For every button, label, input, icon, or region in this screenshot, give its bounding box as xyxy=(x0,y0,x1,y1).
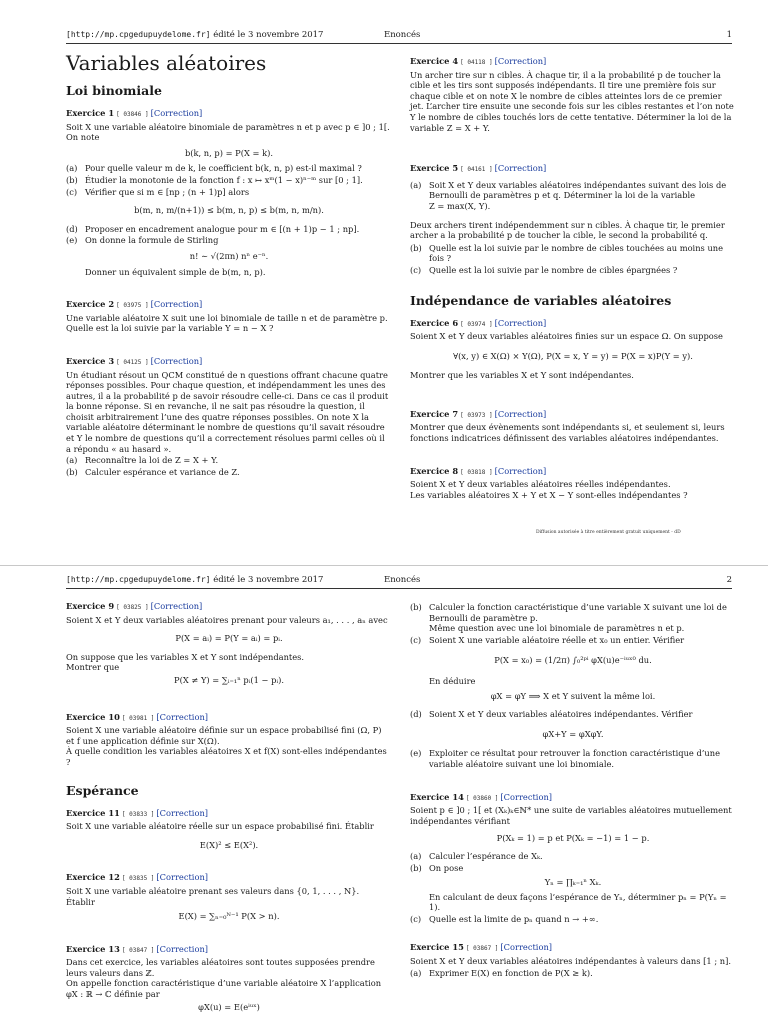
list-item: (b) Calculer la fonction caractéristique d’une variable X suivant une loi de Bernoulli de paramètre p. Même question avec une loi binomiale de paramètres n et p. xyxy=(410,602,727,634)
item-list xyxy=(410,709,736,720)
right-column xyxy=(410,56,736,522)
exercise-1 xyxy=(66,108,392,277)
exercise-13-continued xyxy=(410,602,736,770)
formula: φX = φY ⟹ X et Y suivent la même loi. xyxy=(490,690,656,701)
exercise-text: Soient X et Y deux variables aléatoires réelles indépendantes. xyxy=(410,479,671,490)
correction-link[interactable]: [Correction] xyxy=(500,942,553,953)
formula: P(X = x₀) = (1/2π) ∫₀²ᵖⁱ φX(u)e⁻ⁱᵘˣ⁰ du. xyxy=(494,655,652,666)
header-url[interactable]: [http://mp.cpgedupuydelome.fr] xyxy=(66,575,211,584)
correction-link[interactable]: [Correction] xyxy=(156,807,209,818)
list-item: (b) On pose xyxy=(410,862,464,873)
header-date: édité le 3 novembre 2017 xyxy=(213,575,324,585)
header-rule xyxy=(66,588,732,589)
item-list xyxy=(410,180,736,212)
exercise-4: Exercice 4 [ 04118 ] [Correction] Un archer tire sur n cibles. À chaque tir, il a la probabilité p de toucher la cible et les tirs sont supposés indépendants. Il tire une première fois sur chaque cible et on note X le nombre de cibles atteintes lors de ce premier jet. L’archer tire ensuite une seconde fois sur les cibles restantes et l’on note Y le nombre de cibles touchés lors de cette tentative. Déterminer la loi de la variable Z = X + Y. xyxy=(410,56,736,133)
page-footer: Diffusion autorisée à titre entièrement gratuit uniquement - dD xyxy=(536,530,681,535)
exercise-text: Soient X et Y deux variables aléatoires indépendantes à valeurs dans [1 ; n]. xyxy=(410,956,731,967)
exercise-text: Soit X une variable aléatoire réelle sur un espace probabilisé fini. Établir xyxy=(66,821,374,832)
correction-link[interactable]: [Correction] xyxy=(150,108,203,118)
correction-link[interactable]: [Correction] xyxy=(150,355,203,366)
list-item: (b) Quelle est la loi suivie par le nombre de cibles touchées au moins une fois ? xyxy=(410,242,724,264)
formula: P(Xₖ = 1) = p et P(Xₖ = −1) = 1 − p. xyxy=(496,833,650,844)
exercise-title: Exercice 1 xyxy=(66,108,115,118)
list-item: (c) Soient X une variable aléatoire réelle et x₀ un entier. Vérifier xyxy=(410,634,685,645)
page-title: Variables aléatoires xyxy=(66,51,267,75)
exercise-9: Exercice 9 [ 03825 ] [Correction] Soient X et Y deux variables aléatoires prenant pour valeurs a₁, . . . , aₙ avec P(X = aᵢ) = P(Y = aᵢ) = pᵢ. On suppose que les variables X et Y sont indépendantes. Montrer que P(X ≠ Y) = ∑ᵢ₌₁ⁿ pᵢ(1 − pᵢ). xyxy=(66,601,392,686)
exercise-14: Exercice 14 [ 03860 ] [Correction] Soient p ∈ ]0 ; 1[ et (Xₖ)ₖ∈ℕ* une suite de variables aléatoires mutuellement indépendantes vérifiant P(Xₖ = 1) = p et P(Xₖ = −1) = 1 − p. (a) Calculer l’espérance de Xₖ. (b) On pose Yₙ = ∏ₖ₌₁ⁿ Xₖ. En calculant de deux façons l’espérance de Yₙ, déterminer pₙ = P(Yₙ = 1). (c) Quelle est la limite de pₙ quand n → +∞. xyxy=(410,792,736,925)
formula: b(k, n, p) = P(X = k). xyxy=(184,147,274,158)
exercise-text: Soient X et Y deux variables aléatoires finies sur un espace Ω. On suppose xyxy=(410,331,723,342)
exercise-text: Un archer tire sur n cibles. À chaque tir, il a la probabilité p de toucher la cible et les tirs sont supposés indépendants. Il tire une première fois sur chaque cible et on note X le nombre de cibles atteintes lors de ce premier jet. L’archer tire ensuite une seconde fois sur les cibles restantes et l’on note Y le nombre de cibles touchés lors de cette tentative. Déterminer la loi de la variable Z = X + Y. xyxy=(410,69,734,133)
left-column xyxy=(66,52,392,499)
list-item: (c) Quelle est la loi suivie par le nombre de cibles épargnées ? xyxy=(410,264,678,275)
formula: φX+Y = φXφY. xyxy=(542,728,604,739)
list-item: (b) Calculer espérance et variance de Z. xyxy=(66,466,240,477)
exercise-text: Un étudiant résout un QCM constitué de n questions offrant chacune quatre réponses possibles. Pour chaque question, et indépendamment les unes des autres, il a la probabilité p de savoir résoudre celle-ci. Dans ce cas il produit la bonne réponse. Si en revanche, il ne sait pas résoudre la question, il choisit arbitrairement l’une des quatre réponses possibles. On note X la variable aléatoire déterminant le nombre de questions qu’il savait résoudre et Y le nombre de questions qu’il a correctement résolues parmi celles où il a répondu « au hasard ». xyxy=(66,369,389,454)
exercise-text: Les variables aléatoires X + Y et X − Y sont-elles indépendantes ? xyxy=(410,489,688,500)
formula: E(X) = ∑ₙ₌₀ᴺ⁻¹ P(X > n). xyxy=(178,911,280,922)
exercise-text: Soient p ∈ ]0 ; 1[ et (Xₖ)ₖ∈ℕ* une suite de variables aléatoires mutuellement indépendantes vérifiant xyxy=(410,805,732,826)
item-list xyxy=(410,968,736,979)
exercise-ref: [ 03846 ] xyxy=(116,111,149,118)
page-number: 1 xyxy=(726,30,732,40)
exercise-text: Soit X une variable aléatoire binomiale de paramètres n et p avec p ∈ ]0 ; 1[. On note xyxy=(66,121,390,143)
exercise-text: On suppose que les variables X et Y sont indépendantes. xyxy=(66,651,305,662)
section-loi-binomiale: Loi binomiale xyxy=(66,83,162,98)
item-list xyxy=(410,748,736,769)
list-item: (a) Pour quelle valeur m de k, le coefficient b(k, n, p) est-il maximal ? xyxy=(66,163,362,174)
item-list xyxy=(410,602,736,645)
header-rule xyxy=(66,43,732,44)
exercise-text: À quelle condition les variables aléatoires X et f(X) sont-elles indépendantes ? xyxy=(66,746,387,767)
list-item: (d) Proposer en encadrement analogue pour m ∈ [(n + 1)p − 1 ; np]. xyxy=(66,223,360,234)
page-number: 2 xyxy=(726,575,732,585)
exercise-11: Exercice 11 [ 03833 ] [Correction] Soit X une variable aléatoire réelle sur un espace probabilisé fini. Établir E(X)² ≤ E(X²). xyxy=(66,808,392,851)
list-item: (a) Soit X et Y deux variables aléatoires indépendantes suivant des lois de Bernoulli de paramètres p et q. Déterminer la loi de la variable Z = max(X, Y). xyxy=(410,179,727,211)
exercise-text: Soient X et Y deux variables aléatoires prenant pour valeurs a₁, . . . , aₙ avec xyxy=(66,614,388,625)
list-item: (b) Étudier la monotonie de la fonction f : x ↦ xᵐ(1 − x)ⁿ⁻ᵐ sur [0 ; 1]. xyxy=(66,174,363,185)
item-list xyxy=(66,163,392,197)
correction-link[interactable]: [Correction] xyxy=(494,408,547,419)
correction-link[interactable]: [Correction] xyxy=(500,791,553,802)
right-column xyxy=(410,601,736,1000)
item-list xyxy=(410,243,736,276)
exercise-6: Exercice 6 [ 03974 ] [Correction] Soient X et Y deux variables aléatoires finies sur un espace Ω. On suppose ∀(x, y) ∈ X(Ω) × Y(Ω), P(X = x, Y = y) = P(X = x)P(Y = y). Montrer que les variables X et Y sont indépendantes. xyxy=(410,318,736,381)
formula: b(m, n, m/(n+1)) ≤ b(m, n, p) ≤ b(m, n, m/n). xyxy=(134,205,324,216)
exercise-5: Exercice 5 [ 04161 ] [Correction] (a) Soit X et Y deux variables aléatoires indépendantes suivant des lois de Bernoulli de paramètres p et q. Déterminer la loi de la variable Z = max(X, Y). Deux archers tirent indépendemment sur n cibles. À chaque tir, le premier archer a la probabilité p de toucher la cible, le second la probabilité q. (b) Quelle est la loi suivie par le nombre de cibles touchées au moins une fois ? (c) Quelle est la loi suivie par le nombre de cibles épargnées ? xyxy=(410,163,736,275)
exercise-text: En calculant de deux façons l’espérance de Yₙ, déterminer pₙ = P(Yₙ = 1). xyxy=(429,891,727,913)
header-url[interactable]: [http://mp.cpgedupuydelome.fr] xyxy=(66,30,211,39)
correction-link[interactable]: [Correction] xyxy=(156,872,209,883)
exercise-text: Montrer que xyxy=(66,662,120,673)
list-item: (c) Quelle est la limite de pₙ quand n → +∞. xyxy=(410,913,599,924)
header-center: Enoncés xyxy=(384,575,421,585)
section-esperance: Espérance xyxy=(66,782,139,798)
exercise-8: Exercice 8 [ 03818 ] [Correction] Soient X et Y deux variables aléatoires réelles indépendantes. Les variables aléatoires X + Y et X − Y sont-elles indépendantes ? xyxy=(410,466,736,501)
correction-link[interactable]: [Correction] xyxy=(156,943,209,954)
exercise-text: Dans cet exercice, les variables aléatoires sont toutes supposées prendre leurs valeurs dans ℤ. xyxy=(66,957,375,978)
exercise-10: Exercice 10 [ 03981 ] [Correction] Soient X une variable aléatoire définie sur un espace probabilisé fini (Ω, P) et f une application définie sur X(Ω). À quelle condition les variables aléatoires X et f(X) sont-elles indépendantes ? xyxy=(66,712,392,768)
list-item: (e) Exploiter ce résultat pour retrouver la fonction caractéristique d’une variable aléatoire suivant une loi binomiale. xyxy=(410,748,721,769)
exercise-text: Établir xyxy=(66,896,95,907)
item-list xyxy=(410,914,736,925)
page-header xyxy=(66,575,732,589)
exercise-text: Donner un équivalent simple de b(m, n, p). xyxy=(85,266,266,277)
correction-link[interactable]: [Correction] xyxy=(494,465,547,476)
formula: P(X = aᵢ) = P(Y = aᵢ) = pᵢ. xyxy=(175,633,283,644)
exercise-2: Exercice 2 [ 03975 ] [Correction] Une variable aléatoire X suit une loi binomiale de taille n et de paramètre p. Quelle est la loi suivie par la variable Y = n − X ? xyxy=(66,299,392,334)
exercise-text: Deux archers tirent indépendemment sur n cibles. À chaque tir, le premier archer a la probabilité p de toucher la cible, le second la probabilité q. xyxy=(410,219,725,241)
item-list xyxy=(410,851,736,873)
correction-link[interactable]: [Correction] xyxy=(156,711,209,722)
list-item: (c) Vérifier que si m ∈ [np ; (n + 1)p] alors xyxy=(66,186,250,197)
exercise-text: On appelle fonction caractéristique d’une variable aléatoire X l’application φX : ℝ → ℂ définie par xyxy=(66,978,382,1000)
exercise-7: Exercice 7 [ 03973 ] [Correction] Montrer que deux évènements sont indépendants si, et seulement si, leurs fonctions indicatrices définissent des variables aléatoires indépendantes. xyxy=(410,409,736,444)
exercise-text: Soit X une variable aléatoire prenant ses valeurs dans {0, 1, . . . , N}. xyxy=(66,885,360,896)
correction-link[interactable]: [Correction] xyxy=(150,601,203,611)
correction-link[interactable]: [Correction] xyxy=(494,317,547,328)
exercise-text: Montrer que les variables X et Y sont indépendantes. xyxy=(410,370,634,381)
left-column xyxy=(66,601,392,1034)
list-item: (a) Reconnaître la loi de Z = X + Y. xyxy=(66,455,219,466)
list-item: (e) On donne la formule de Stirling xyxy=(66,235,219,246)
exercise-12: Exercice 12 [ 03835 ] [Correction] Soit X une variable aléatoire prenant ses valeurs dans {0, 1, . . . , N}. Établir E(X) = ∑ₙ₌₀ᴺ⁻¹ P(X > n). xyxy=(66,872,392,921)
page-2 xyxy=(0,565,768,1025)
header-center: Enoncés xyxy=(384,30,421,40)
header-date: édité le 3 novembre 2017 xyxy=(213,30,324,40)
page-header xyxy=(66,30,732,44)
exercise-13: Exercice 13 [ 03847 ] [Correction] Dans cet exercice, les variables aléatoires sont toutes supposées prendre leurs valeurs dans ℤ. On appelle fonction caractéristique d’une variable aléatoire X l’application φX : ℝ → ℂ définie par φX(u) = E(eⁱᵘˣ) xyxy=(66,944,392,1013)
exercise-15: Exercice 15 [ 03867 ] [Correction] Soient X et Y deux variables aléatoires indépendantes à valeurs dans [1 ; n]. (a) Exprimer E(X) en fonction de P(X ≥ k). xyxy=(410,942,736,978)
formula: n! ∼ √(2πn) nⁿ e⁻ⁿ. xyxy=(189,250,269,261)
correction-link[interactable]: [Correction] xyxy=(150,299,203,310)
section-independance: Indépendance de variables aléatoires xyxy=(410,292,672,308)
exercise-text: En déduire xyxy=(429,675,476,686)
exercise-text: Une variable aléatoire X suit une loi binomiale de taille n et de paramètre p. Quelle est la loi suivie par la variable Y = n − X ? xyxy=(66,312,388,334)
formula: P(X ≠ Y) = ∑ᵢ₌₁ⁿ pᵢ(1 − pᵢ). xyxy=(174,674,284,685)
formula: E(X)² ≤ E(X²). xyxy=(199,839,259,850)
exercise-3: Exercice 3 [ 04125 ] [Correction] Un étudiant résout un QCM constitué de n questions offrant chacune quatre réponses possibles. Pour chaque question, et indépendamment les unes des autres, il a la probabilité p de savoir résoudre celle-ci. Dans ce cas il produit la bonne réponse. Si en revanche, il ne sait pas résoudre la question, il choisit arbitrairement l’une des quatre réponses possibles. On note X la variable aléatoire déterminant le nombre de questions qu’il savait résoudre et Y le nombre de questions qu’il a correctement résolues parmi celles où il a répondu « au hasard ». (a) Reconnaître la loi de Z = X + Y. (b) Calculer espérance et variance de Z. xyxy=(66,356,392,478)
formula: Yₙ = ∏ₖ₌₁ⁿ Xₖ. xyxy=(544,877,602,888)
list-item: (a) Exprimer E(X) en fonction de P(X ≥ k). xyxy=(410,967,593,978)
list-item: (d) Soient X et Y deux variables aléatoires indépendantes. Vérifier xyxy=(410,709,693,720)
correction-link[interactable]: [Correction] xyxy=(494,56,547,66)
list-item: (a) Calculer l’espérance de Xₖ. xyxy=(410,850,543,861)
item-list xyxy=(66,224,392,246)
exercise-text: Soient X une variable aléatoire définie sur un espace probabilisé fini (Ω, P) et f une application définie sur X(Ω). xyxy=(66,725,382,746)
exercise-text: Montrer que deux évènements sont indépendants si, et seulement si, leurs fonctions indicatrices définissent des variables aléatoires indépendantes. xyxy=(410,422,725,444)
formula: φX(u) = E(eⁱᵘˣ) xyxy=(198,1001,260,1012)
correction-link[interactable]: [Correction] xyxy=(494,163,547,174)
formula: ∀(x, y) ∈ X(Ω) × Y(Ω), P(X = x, Y = y) = P(X = x)P(Y = y). xyxy=(453,350,693,361)
item-list xyxy=(66,455,392,477)
